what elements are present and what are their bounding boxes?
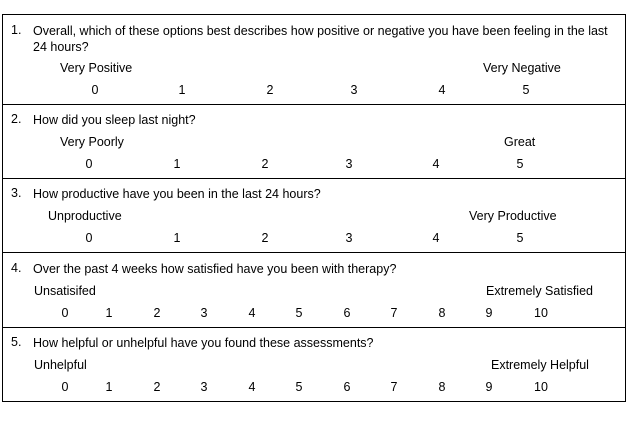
scale-option-3[interactable]: 3 [350, 83, 358, 97]
scale-low-label: Very Poorly [60, 135, 124, 149]
question-number: 4. [11, 261, 22, 275]
scale-option-1[interactable]: 1 [173, 231, 181, 245]
scale-option-6[interactable]: 6 [343, 306, 351, 320]
scale-low-label: Unproductive [48, 209, 122, 223]
scale-option-0[interactable]: 0 [61, 306, 69, 320]
scale-option-3[interactable]: 3 [345, 157, 353, 171]
scale-option-10[interactable]: 10 [534, 380, 548, 394]
scale-option-1[interactable]: 1 [105, 380, 113, 394]
survey-form [2, 14, 626, 402]
scale-option-6[interactable]: 6 [343, 380, 351, 394]
scale-option-0[interactable]: 0 [85, 157, 93, 171]
question-2 [3, 105, 625, 179]
scale-option-2[interactable]: 2 [261, 231, 269, 245]
scale-high-label: Extremely Satisfied [486, 284, 593, 298]
scale-option-10[interactable]: 10 [534, 306, 548, 320]
scale-option-8[interactable]: 8 [438, 306, 446, 320]
scale-option-5[interactable]: 5 [295, 306, 303, 320]
scale-option-5[interactable]: 5 [295, 380, 303, 394]
scale-option-4[interactable]: 4 [438, 83, 446, 97]
scale-low-label: Unsatisifed [34, 284, 96, 298]
scale-high-label: Great [504, 135, 536, 149]
question-text: Overall, which of these options best describes how positive or negative you have been feeling in the last 24 hours? [33, 24, 608, 54]
scale-high-label: Extremely Helpful [491, 358, 589, 372]
scale-high-label: Very Productive [469, 209, 557, 223]
scale-option-4[interactable]: 4 [432, 157, 440, 171]
question-3 [3, 179, 625, 253]
scale-option-4[interactable]: 4 [432, 231, 440, 245]
question-number: 2. [11, 112, 22, 126]
scale-option-1[interactable]: 1 [178, 83, 186, 97]
scale-option-4[interactable]: 4 [248, 380, 256, 394]
scale-option-5[interactable]: 5 [516, 231, 524, 245]
scale-option-2[interactable]: 2 [153, 306, 161, 320]
scale-option-2[interactable]: 2 [153, 380, 161, 394]
scale-option-5[interactable]: 5 [516, 157, 524, 171]
scale-option-8[interactable]: 8 [438, 380, 446, 394]
question-text: How helpful or unhelpful have you found these assessments? [33, 336, 374, 350]
question-text: Over the past 4 weeks how satisfied have you been with therapy? [33, 262, 397, 276]
scale-option-3[interactable]: 3 [200, 306, 208, 320]
scale-option-5[interactable]: 5 [522, 83, 530, 97]
scale-option-0[interactable]: 0 [91, 83, 99, 97]
scale-option-9[interactable]: 9 [485, 306, 493, 320]
question-text: How productive have you been in the last 24 hours? [33, 187, 321, 201]
scale-option-0[interactable]: 0 [85, 231, 93, 245]
scale-option-1[interactable]: 1 [105, 306, 113, 320]
scale-option-7[interactable]: 7 [390, 306, 398, 320]
scale-option-0[interactable]: 0 [61, 380, 69, 394]
question-1 [3, 15, 625, 105]
scale-low-label: Very Positive [60, 61, 133, 75]
scale-option-2[interactable]: 2 [266, 83, 274, 97]
scale-option-1[interactable]: 1 [173, 157, 181, 171]
question-number: 3. [11, 186, 22, 200]
question-number: 1. [11, 23, 22, 37]
question-text: How did you sleep last night? [33, 113, 196, 127]
scale-option-9[interactable]: 9 [485, 380, 493, 394]
scale-option-4[interactable]: 4 [248, 306, 256, 320]
scale-option-2[interactable]: 2 [261, 157, 269, 171]
scale-high-label: Very Negative [483, 61, 561, 75]
question-number: 5. [11, 335, 22, 349]
scale-option-3[interactable]: 3 [345, 231, 353, 245]
scale-option-7[interactable]: 7 [390, 380, 398, 394]
question-4 [3, 253, 625, 328]
question-5 [3, 328, 625, 402]
scale-option-3[interactable]: 3 [200, 380, 208, 394]
scale-low-label: Unhelpful [34, 358, 87, 372]
